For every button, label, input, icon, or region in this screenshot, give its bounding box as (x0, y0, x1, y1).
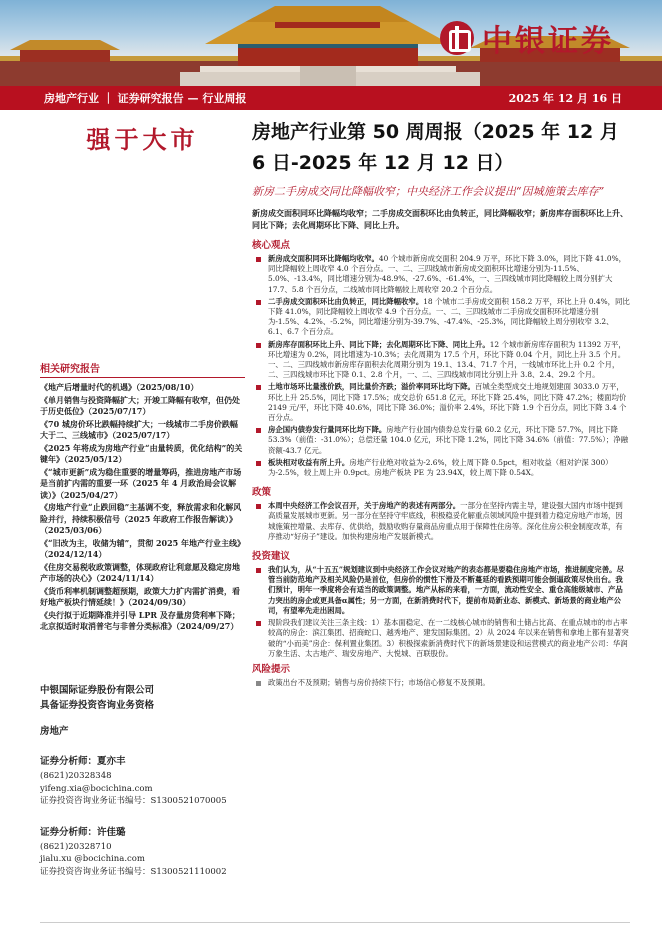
brand-logo (440, 16, 614, 60)
bullet-item (252, 297, 630, 338)
analyst-email[interactable]: yifeng.xia@bocichina.com (40, 783, 153, 794)
section-heading-policy: 政策 (252, 487, 272, 499)
section-heading-investment: 投资建议 (252, 551, 291, 563)
related-report-item: 《“旧改为主，收储为辅”，贯彻 2025 年地产行业主线》（2024/12/14） (40, 537, 242, 560)
company-name: 中银国际证券股份有限公司 (40, 685, 155, 696)
bullet-text: 房地产行业国内债券总发行量 60.2 亿元，环比下降 57.7%，同比下降 53.3%（前值：-31.0%）；总偿还量 104.0 亿元，环比下降 1.2%，同比下降 34.6%（前值：77.5%）；净融资额-43.7 亿元。 (268, 425, 629, 455)
bullet-text: 现阶段我们建议关注三条主线：1）基本面稳定、在一二线核心城市的销售和土储占比高、在重点城市的市占率较高的房企：滨江集团、招商蛇口、越秀地产、建发国际集团。2）从 2024 年以来在销售和拿地上都有显著突破的“小而美”房企：保利置业集团。3）积极探索新消费时代下的新场景建设和运营模式的商业地产公司：华润万象生活、太古地产、瑞安房地产、大悦城、百联股份。 (268, 618, 629, 658)
related-report-item: 《地产后增量时代的机遇》（2025/08/10） (40, 382, 199, 392)
bullet-text: 政策出台不及预期；销售与房价持续下行；市场信心修复不及预期。 (268, 677, 490, 687)
bullet-item (252, 565, 630, 616)
related-report-item: 《2025 年将成为房地产行业“由量转质，优化结构”的关键年》（2025/05/12） (40, 442, 243, 465)
organization-info (40, 683, 245, 878)
bullet-key: 板块相对收益有所上升。 (268, 457, 350, 467)
related-report-item: 《70 城房价环比跌幅持续扩大；一线城市二手房价跌幅大于二、三线城市》（2025/07/17） (40, 418, 238, 441)
bullet-key: 新房库存面积环比上升、同比下降；去化周期环比下降、同比上升。 (268, 339, 490, 349)
analyst-name: 证券分析师：夏亦丰 (40, 756, 126, 767)
analyst-phone: (8621)20328348 (40, 771, 112, 781)
bullet-item (252, 678, 630, 688)
analyst-email[interactable]: jialu.xu @bocichina.com (40, 854, 145, 864)
related-report-item: 《“城市更新”成为稳住重要的增量筹码，推进房地产市场是当前扩内需的重要一环（2025 年 4 月政治局会议解读）》（2025/04/27） (40, 467, 242, 500)
bullet-text: 12 个城市新房库存面积为 11392 万平，环比增速为 0.2%，同比增速为-10.3%；去化周期为 17.5 个月，环比下降 0.04 个月，同比上升 3.5 个月。一、二、三四线城市新房库存面积去化周期分别为 19.1、13.4、71.7 个月，一线城市环比上升 0.2 个月，二、三四线城市环比下降 0.1、2.8 个月，一、二、三四线城市同比分别上升 3.8、2.4、29.2 个月。 (268, 339, 626, 380)
bullet-key: 本周中央经济工作会议召开，关于房地产的表述有两部分。 (268, 501, 461, 511)
analyst-card (40, 824, 245, 879)
related-report-item: 《住房交易税收政策调整，体现政府让利意愿及稳定房地产市场的决心》（2024/11/14） (40, 561, 240, 584)
analyst-cert: 证券投资咨询业务证书编号：S1300521070005 (40, 796, 227, 806)
bullet-text: 百城全类型成交土地规划建面 3033.0 万平，环比上升 25.5%，同比下降 17.5%；成交总价 651.8 亿元，环比下降 25.4%，同比下降 47.2%；楼面均价 2149 元/平，环比下降 40.6%，同比下降 36.0%；溢价率 2.4%，环比下降 1.9 个百分点，同比下降 3.4 个百分点。 (268, 382, 627, 423)
footer-divider (40, 922, 630, 923)
report-lead: 新房成交面积同环比降幅均收窄；二手房成交面积环比由负转正，同比降幅收窄；新房库存面积环比上升、同比下降；去化周期环比下降、同比上升。 (252, 208, 628, 230)
analyst-card (40, 753, 245, 808)
license-text: 具备证券投资咨询业务资格 (40, 700, 155, 711)
sector-label: 房地产 (40, 726, 69, 737)
bullet-text: 18 个城市二手房成交面积 158.2 万平，环比上升 0.4%，同比下降 41.0%，同比降幅较上周收窄 4.9 个百分点。一、二、三四线城市二手房成交面积环比增速分别为-1.5%、4.2%、-5.2%，同比增速分别为-39.7%、-47.4%、-25.3%，同比降幅较上周分别收窄 3.2、6.1、6.7 个百分点。 (268, 296, 630, 337)
report-subtitle: 新房二手房成交同比降幅收窄；中央经济工作会议提出“因城施策去库存” (252, 185, 605, 198)
industry-rating: 强于大市 (86, 126, 199, 154)
bullet-text: 一部分在坚持内需主导，建设强大国内市场中提到高质量发展城市更新。另一部分在坚持守牢底线，积极稳妥化解重点领域风险中提到着力稳定房地产市场，因城施策控增量、去库存、优供给，鼓励收购存量商品房重点用于保障性住房等。深化住房公积金制度改革，有序推动“好房子”建设。加快构建房地产发展新模式。 (268, 501, 623, 541)
bullet-item (252, 425, 630, 456)
report-ribbon (0, 86, 662, 110)
bullet-key: 二手房成交面积环比由负转正，同比降幅收窄。 (268, 296, 424, 306)
section-heading-core-views: 核心观点 (252, 240, 291, 251)
report-date: 2025 年 12 月 16 日 (508, 92, 622, 105)
bullet-key: 新房成交面积同环比降幅均收窄。 (268, 254, 379, 263)
main-content (252, 110, 630, 690)
report-title: 房地产行业第 50 周周报（2025 年 12 月 6 日-2025 年 12 月 12 日） (252, 121, 619, 174)
bullet-item (252, 382, 630, 423)
bullet-key: 房企国内债券发行量同环比均下降。 (268, 425, 387, 435)
brand-name: 中银证券 (482, 24, 614, 59)
analyst-phone: (8621)20328710 (40, 841, 112, 852)
bullet-item (252, 618, 630, 659)
bullet-item (252, 254, 630, 295)
bullet-text: 房地产行业绝对收益为-2.6%，较上周下降 0.5pct，相对收益（相对沪深 300）为-2.5%，较上周上升 0.9pct。房地产板块 PE 为 23.94X，较上周下降 0.54X。 (268, 457, 613, 478)
bullet-item (252, 501, 630, 542)
header-banner (0, 0, 662, 86)
left-sidebar (40, 110, 245, 877)
breadcrumb: 房地产行业 ｜ 证券研究报告 — 行业周报 (44, 92, 247, 105)
bullet-item (252, 340, 630, 381)
related-reports (40, 360, 245, 634)
related-reports-heading: 相关研究报告 (40, 360, 245, 378)
related-report-item: 《货币利率机制调整超预期，政策大力扩内需扩消费，看好地产板块行情延续！》（2024/09/30） (40, 586, 240, 608)
bullet-item (252, 458, 630, 478)
analyst-cert: 证券投资咨询业务证书编号：S1300521110002 (40, 866, 227, 877)
analyst-name: 证券分析师：许佳璐 (40, 826, 126, 838)
bullet-key: 土地市场环比量涨价跌，同比量价齐跌；溢价率同环比均下降。 (268, 382, 475, 392)
related-report-item: 《央行拟于近期降准并引导 LPR 及存量房贷利率下降；北京拟适时取消普宅与非普分类标准》（2024/09/27） (40, 610, 240, 632)
bullet-key: 我们认为，从“十五五”规划建议到中央经济工作会议对地产的表态都是要稳住房地产市场，推进制度完善。尽管当前防范地产及相关风险仍是首位，但房价的惯性下滑及不断蔓延的看跌预期可能会倒逼政策尽快出台。我们预计，明年一季度将会有适当的政策调整。地产从标的来看，一方面，流动性安全、重仓高能级城市、产品力突出的房企或更具备α属性；另一方面，在新消费时代下，提前布局新业态、新模式、新场景的商业地产公司，有望率先走出困局。 (268, 565, 624, 615)
related-report-item: 《房地产行业“止跌回稳”主基调不变，释放需求和化解风险并行，持续积极信号（2025 年政府工作报告解读）》（2025/03/06） (40, 502, 242, 536)
related-report-item: 《单月销售与投资降幅扩大；开竣工降幅有收窄，但仍处于历史低位》（2025/07/17） (40, 394, 240, 417)
section-heading-risk: 风险提示 (252, 663, 291, 675)
bullet-text: 40 个城市新房成交面积 204.9 万平，环比下降 3.0%，同比下降 41.0%，同比降幅较上周收窄 4.0 个百分点。一、二、三四线城市新房成交面积环比增速分别为-11.5%、5.0%、-13.4%，同比增速分别为-48.9%、-27.6%、-61.4%，一、三四线城市同比降幅较上周分别扩大 17.7、5.8 个百分点，二线城市同比降幅较上周收窄 20.2 个百分点。 (268, 254, 627, 294)
bank-of-china-logo-icon (440, 21, 474, 55)
